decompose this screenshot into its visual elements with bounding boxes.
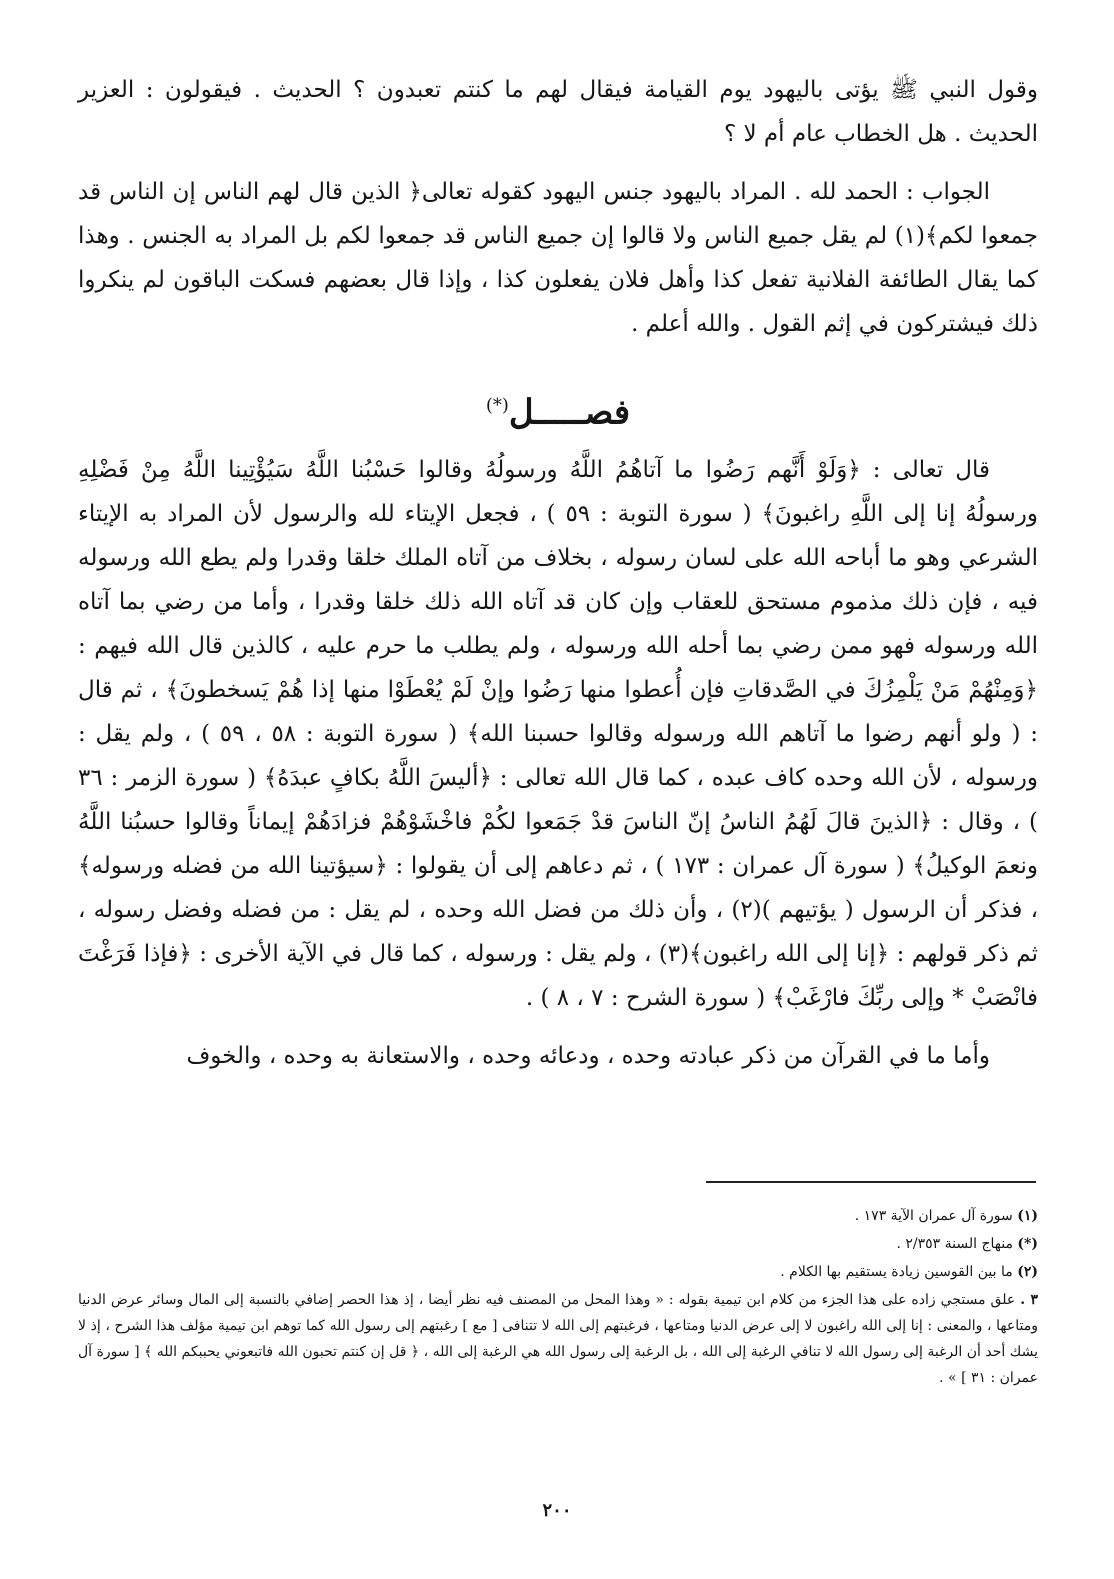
footnote-number: (٢) xyxy=(1017,1264,1038,1280)
page-body xyxy=(78,68,1038,1078)
footnote-separator xyxy=(706,1181,1036,1183)
closing-paragraph: وأما ما في القرآن من ذكر عبادته وحده ، ودعائه وحده ، والاستعانة به وحده ، والخوف xyxy=(186,1043,990,1070)
question-paragraph: وقول النبي ﷺ يؤتى باليهود يوم القيامة فيقال لهم ما كنتم تعبدون ؟ الحديث . فيقولون : العزير الحديث . هل الخطاب عام أم لا ؟ xyxy=(78,77,1038,147)
footnote-text: علق مستجي زاده على هذا الجزء من كلام ابن تيمية بقوله : « وهذا المحل من المصنف فيه نظر أيضا ، إذ هذا الحصر إضافي بالنسبة إلى المال وسائر عرض الدنيا ومتاعها ، والمعنى : إنا إلى الله راغبون لا إلى عرض الدنيا ومتاعها ، فرغبتهم إلى الله لا تتنافى [ مع ] رغبتهم إلى رسول الله كما توهم ابن تيمية مؤلف هذا الشرح ، إذ لا يشك أحد أن الرغبة إلى رسول الله لا تنافي الرغبة إلى الله ، بل الرغبة إلى رسول الله هي الرغبة إلى الله ، ﴿ قل إن كنتم تحبون الله فاتبعوني يحببكم الله ﴾ [ سورة آل عمران : ٣١ ] » . xyxy=(78,1292,1038,1386)
footnote-item xyxy=(78,1203,1038,1229)
footnote-text: ما بين القوسين زيادة يستقيم بها الكلام . xyxy=(780,1264,1013,1280)
paragraph-gap xyxy=(78,156,1038,170)
paragraph-gap xyxy=(78,1020,1038,1034)
section-heading xyxy=(78,382,1038,436)
section-heading-title: فصـــــل xyxy=(508,392,631,433)
page-number: ٢٠٠ xyxy=(542,1500,572,1521)
footnote-item xyxy=(78,1259,1038,1285)
section-heading-marker: (*) xyxy=(485,395,509,416)
footnote-text: سورة آل عمران الآية ١٧٣ . xyxy=(854,1208,1013,1224)
footnote-number: (*) xyxy=(1017,1236,1038,1252)
footnote-text: منهاج السنة ٢/٣٥٣ . xyxy=(896,1236,1013,1252)
footnote-item xyxy=(78,1231,1038,1257)
footnote-number: (١) xyxy=(1017,1208,1038,1224)
footnotes xyxy=(78,1203,1038,1391)
footnote-number: ٣ . xyxy=(1020,1292,1038,1308)
main-paragraph: قال تعالى : ﴿وَلَوْ أَنَّهم رَضُوا ما آتاهُمُ اللَّهُ ورسولُهُ وقالوا حَسْبُنا اللَّهُ سَيُؤْتِينا اللَّهُ مِنْ فَضْلِهِ ورسولُهُ إنا إلى اللَّهِ راغبونَ﴾ ( سورة التوبة : ٥٩ ) ، فجعل الإيتاء لله والرسول لأن المراد به الإيتاء الشرعي وهو ما أباحه الله على لسان رسوله ، بخلاف من آتاه الملك خلقا وقدرا ولم يطع الله ورسوله فيه ، فإن ذلك مذموم مستحق للعقاب وإن كان قد آتاه الله ذلك خلقا وقدرا ، وأما من رضي بما آتاه الله ورسوله فهو ممن رضي بما أحله الله ورسوله ، ولم يطلب ما حرم عليه ، كالذين قال الله فيهم : ﴿وَمِنْهُمْ مَنْ يَلْمِزُكَ في الصَّدقاتِ فإن أُعطوا منها رَضُوا وإنْ لَمْ يُعْطَوْا منها إذا هُمْ يَسخطونَ﴾ ، ثم قال : ( ولو أنهم رضوا ما آتاهم الله ورسوله وقالوا حسبنا الله﴾ ( سورة التوبة : ٥٨ ، ٥٩ ) ، ولم يقل : ورسوله ، لأن الله وحده كاف عبده ، كما قال الله تعالى : ﴿أليسَ اللَّهُ بكافٍ عبدَهُ﴾ ( سورة الزمر : ٣٦ ) ، وقال : ﴿الذينَ قالَ لَهُمُ الناسُ إنّ الناسَ قدْ جَمَعوا لكُمْ فاخْشَوْهُمْ فزادَهُمْ إيماناً وقالوا حسبُنا اللَّهُ ونعمَ الوكيلُ﴾ ( سورة آل عمران : ١٧٣ ) ، ثم دعاهم إلى أن يقولوا : ﴿سيؤتينا الله من فضله ورسوله﴾ ، فذكر أن الرسول ( يؤتيهم )(٢) ، وأن ذلك من فضل الله وحده ، لم يقل : من فضله وفضل رسوله ، ثم ذكر قولهم : ﴿إنا إلى الله راغبون﴾(٣) ، ولم يقل : ورسوله ، كما قال في الآية الأخرى : ﴿فإذا فَرَغْتَ فانْصَبْ * وإلى ربِّكَ فارْغَبْ﴾ ( سورة الشرح : ٧ ، ٨ ) . xyxy=(78,457,1039,1012)
footnote-item xyxy=(78,1287,1038,1391)
answer-paragraph: الجواب : الحمد لله . المراد باليهود جنس اليهود كقوله تعالى﴿ الذين قال لهم الناس إن الناس قد جمعوا لكم﴾(١) لم يقل جميع الناس ولا قالوا إن جميع الناس قد جمعوا لكم بل المراد به الجنس . وهذا كما يقال الطائفة الفلانية تفعل كذا وأهل فلان يفعلون كذا ، وإذا قال بعضهم فسكت الباقون لم ينكروا ذلك فيشتركون في إثم القول . والله أعلم . xyxy=(78,179,1038,337)
